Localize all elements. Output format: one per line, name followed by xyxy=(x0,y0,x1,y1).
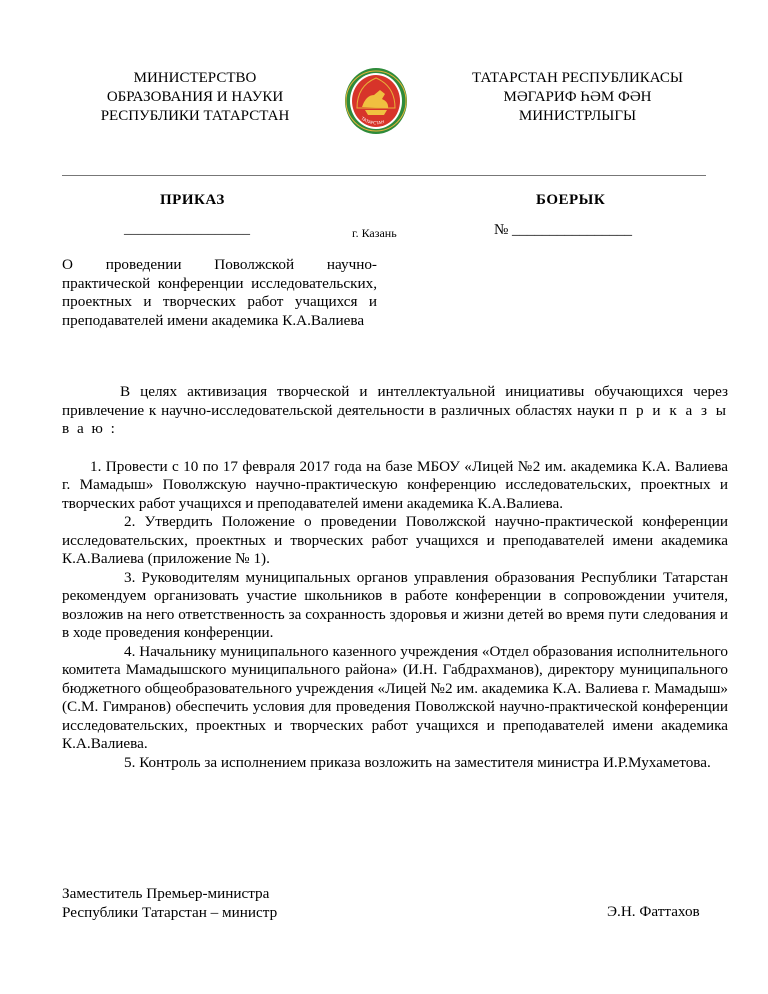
header-right-line: ТАТАРСТАН РЕСПУБЛИКАСЫ xyxy=(472,70,683,86)
document-title-russian: ПРИКАЗ xyxy=(160,192,225,208)
header-right-line: МӘГАРИФ ҺӘМ ФӘН xyxy=(503,89,652,105)
header-left-line: МИНИСТЕРСТВО xyxy=(133,70,257,86)
signatory-name: Э.Н. Фаттахов xyxy=(607,903,700,920)
signatory-position-line: Республики Татарстан – министр xyxy=(62,904,278,921)
city-label: г. Казань xyxy=(352,226,397,240)
ministry-name-russian xyxy=(60,69,330,126)
signatory-position xyxy=(62,884,277,922)
order-word: п р и к а з ы в а ю : xyxy=(62,401,728,437)
order-subject: О проведении Поволжской научно-практической конференции исследовательских, проектных и творческих работ учащихся и преподавателей имени академика К.А.Валиева xyxy=(62,256,377,329)
date-blank: __________________ xyxy=(124,222,250,237)
svg-text:ТАТАРСТАН: ТАТАРСТАН xyxy=(360,115,385,126)
order-item: 4. Начальнику муниципального казенного учреждения «Отдел образования исполнительного комитета Мамадышского муниципального района» (И.Н. Габдрахманов), директору муниципального бюджетного общеобразовательного учреждения «Лицей №2 им. академика К.А. Валиева г. Мамадыш» (С.М. Гимранов) обеспечить условия для проведения Поволжской научно-практической конференции исследовательских, проектных и творческих работ учащихся и преподавателей имени академика К.А.Валиева. xyxy=(62,642,728,752)
preamble-paragraph xyxy=(62,383,728,439)
order-item: 2. Утвердить Положение о проведении Поволжской научно-практической конференции исследовательских, проектных и творческих работ учащихся и преподавателей имени академика К.А.Валиева (приложение № 1). xyxy=(62,513,728,567)
order-item: 1. Провести с 10 по 17 февраля 2017 года на базе МБОУ «Лицей №2 им. академика К.А. Валиева г. Мамадыш» Поволжскую научно-практическую конференцию исследовательских, проектных и творческих работ учащихся и преподавателей имени академика К.А.Валиева. xyxy=(62,457,728,512)
ministry-name-tatar xyxy=(435,69,720,126)
header-right-line: МИНИСТРЛЫГЫ xyxy=(518,108,637,124)
number-blank: № ________________ xyxy=(494,222,633,238)
preamble-text: В целях активизация творческой и интеллектуальной инициативы обучающихся через привлечение к научно-исследовательской деятельности в различных областях науки xyxy=(62,383,728,419)
header-left-line: РЕСПУБЛИКИ ТАТАРСТАН xyxy=(100,108,290,124)
order-body xyxy=(62,383,728,772)
signatory-position-line: Заместитель Премьер-министра xyxy=(62,885,270,902)
order-item: 5. Контроль за исполнением приказа возложить на заместителя министра И.Р.Мухаметова. xyxy=(124,753,711,771)
document-title-tatar: БОЕРЫК xyxy=(536,192,606,208)
order-item: 3. Руководителям муниципальных органов управления образования Республики Татарстан рекомендуем организовать участие школьников в работе конференции в сопровождении учителя, возложив на него ответственность за сохранность здоровья и жизни детей во время пути следования и в ходе проведения конференции. xyxy=(62,568,728,641)
tatarstan-coat-of-arms-icon xyxy=(343,66,409,136)
header-left-line: ОБРАЗОВАНИЯ И НАУКИ xyxy=(106,89,284,105)
header-divider xyxy=(62,175,706,176)
